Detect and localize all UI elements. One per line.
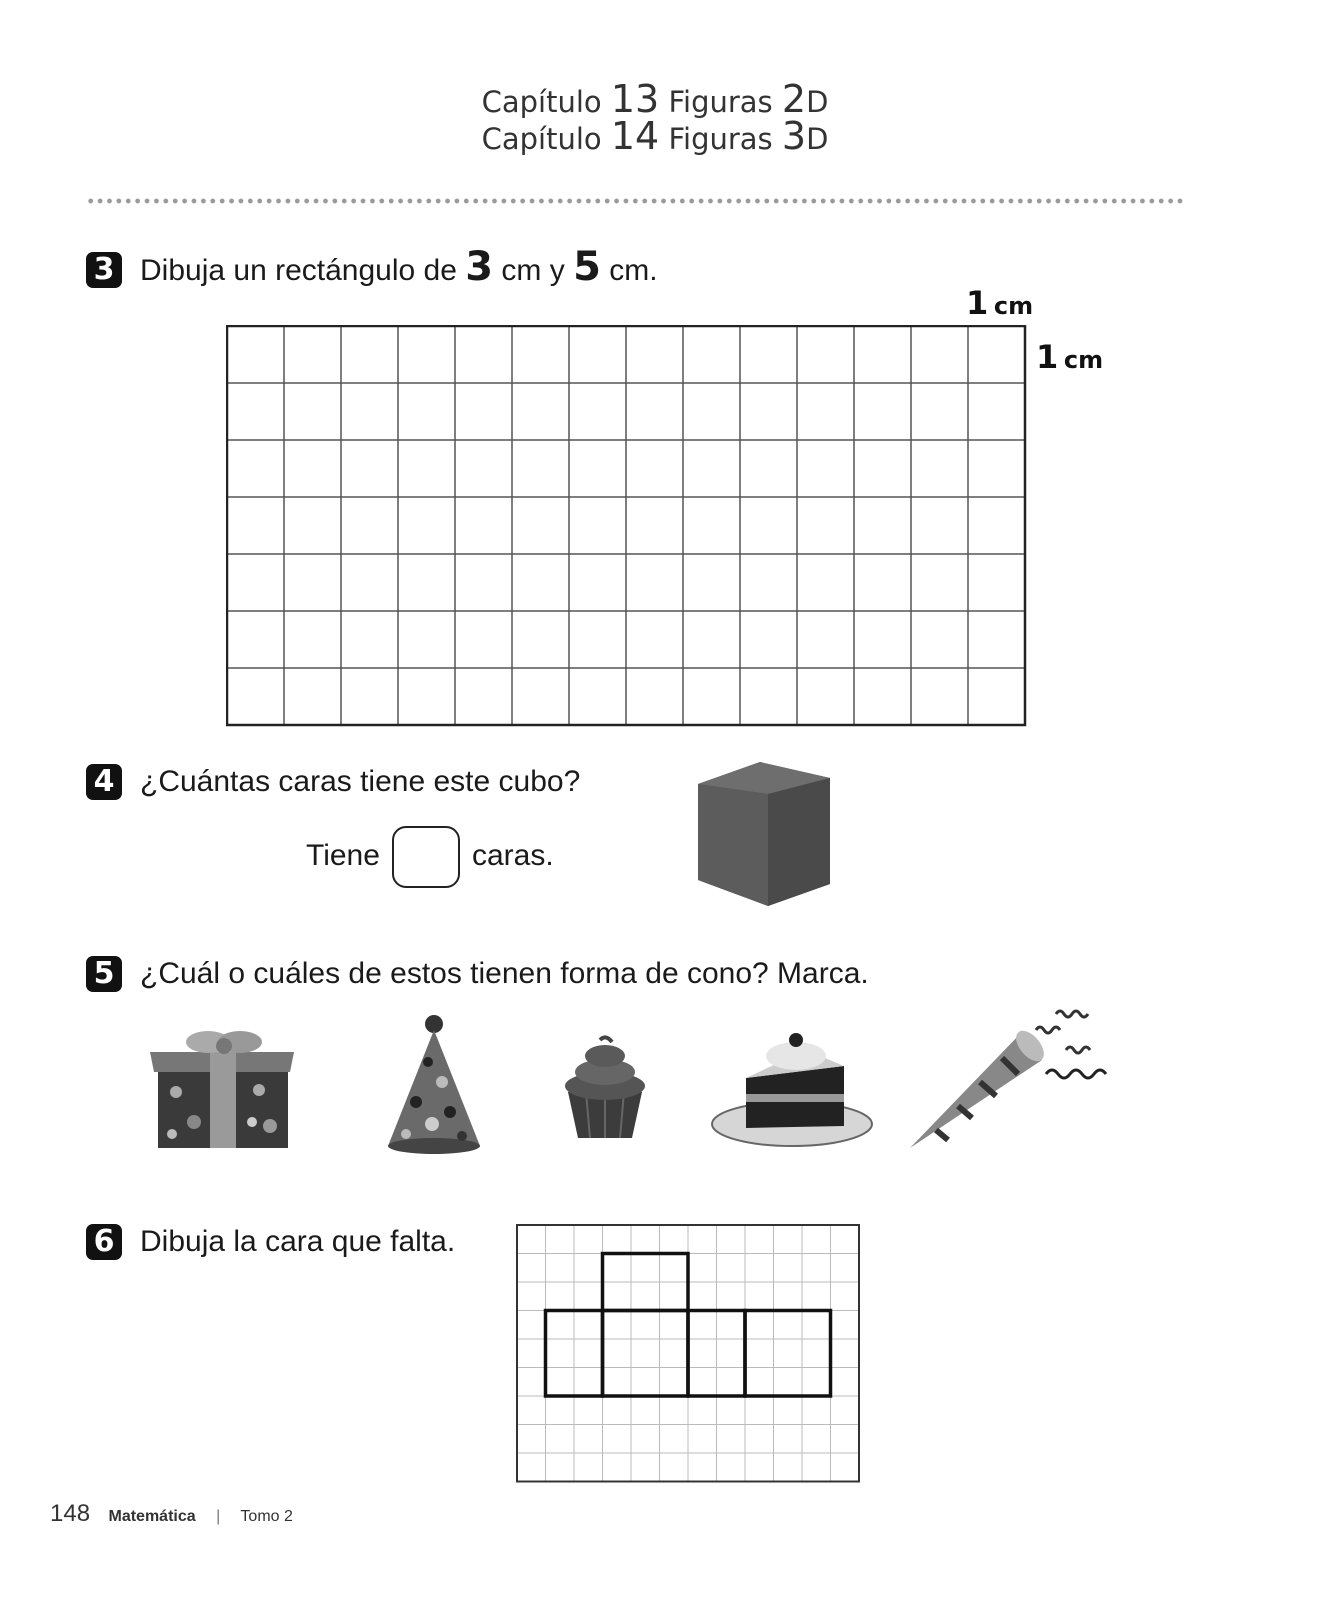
page-footer xyxy=(50,1500,293,1528)
question-3-text: Dibuja un rectángulo de 3 cm y 5 cm. xyxy=(140,244,658,290)
cube-net-grid[interactable] xyxy=(516,1224,862,1484)
party-horn-image[interactable] xyxy=(906,994,1116,1154)
question-6-number: 6 xyxy=(86,1224,122,1260)
chapter-line-2: Capítulo 14 Figuras 3D xyxy=(481,114,829,158)
faces-answer-box[interactable] xyxy=(392,826,460,888)
book-title: Matemática xyxy=(108,1508,196,1525)
question-6-text: Dibuja la cara que falta. xyxy=(140,1225,456,1258)
drawing-grid-rectangle[interactable] xyxy=(226,325,1028,727)
unit-label-right: 1 cm xyxy=(1036,338,1104,376)
party-hat-image[interactable] xyxy=(384,1012,484,1156)
cake-slice-image[interactable] xyxy=(710,1030,874,1150)
chapter-header xyxy=(0,77,1310,158)
gift-box-image[interactable] xyxy=(144,1022,304,1152)
cube-image xyxy=(694,760,834,910)
question-3-number: 3 xyxy=(86,252,122,288)
question-5-number: 5 xyxy=(86,956,122,992)
answer-prefix: Tiene xyxy=(306,839,380,872)
question-4-text: ¿Cuántas caras tiene este cubo? xyxy=(140,765,581,798)
answer-suffix: caras. xyxy=(472,839,554,872)
chapter-line-1: Capítulo 13 Figuras 2D xyxy=(481,77,829,121)
page-number: 148 xyxy=(50,1500,91,1527)
volume-label: Tomo 2 xyxy=(240,1508,293,1525)
cupcake-image[interactable] xyxy=(560,1034,650,1140)
footer-separator: | xyxy=(216,1508,221,1525)
cube-net-face xyxy=(603,1311,689,1397)
unit-label-top: 1 cm xyxy=(966,284,1034,322)
cube-net-face xyxy=(745,1311,831,1397)
dotted-divider xyxy=(86,198,1186,204)
question-5-text: ¿Cuál o cuáles de estos tienen forma de cono? Marca. xyxy=(140,957,869,990)
question-4-number: 4 xyxy=(86,764,122,800)
